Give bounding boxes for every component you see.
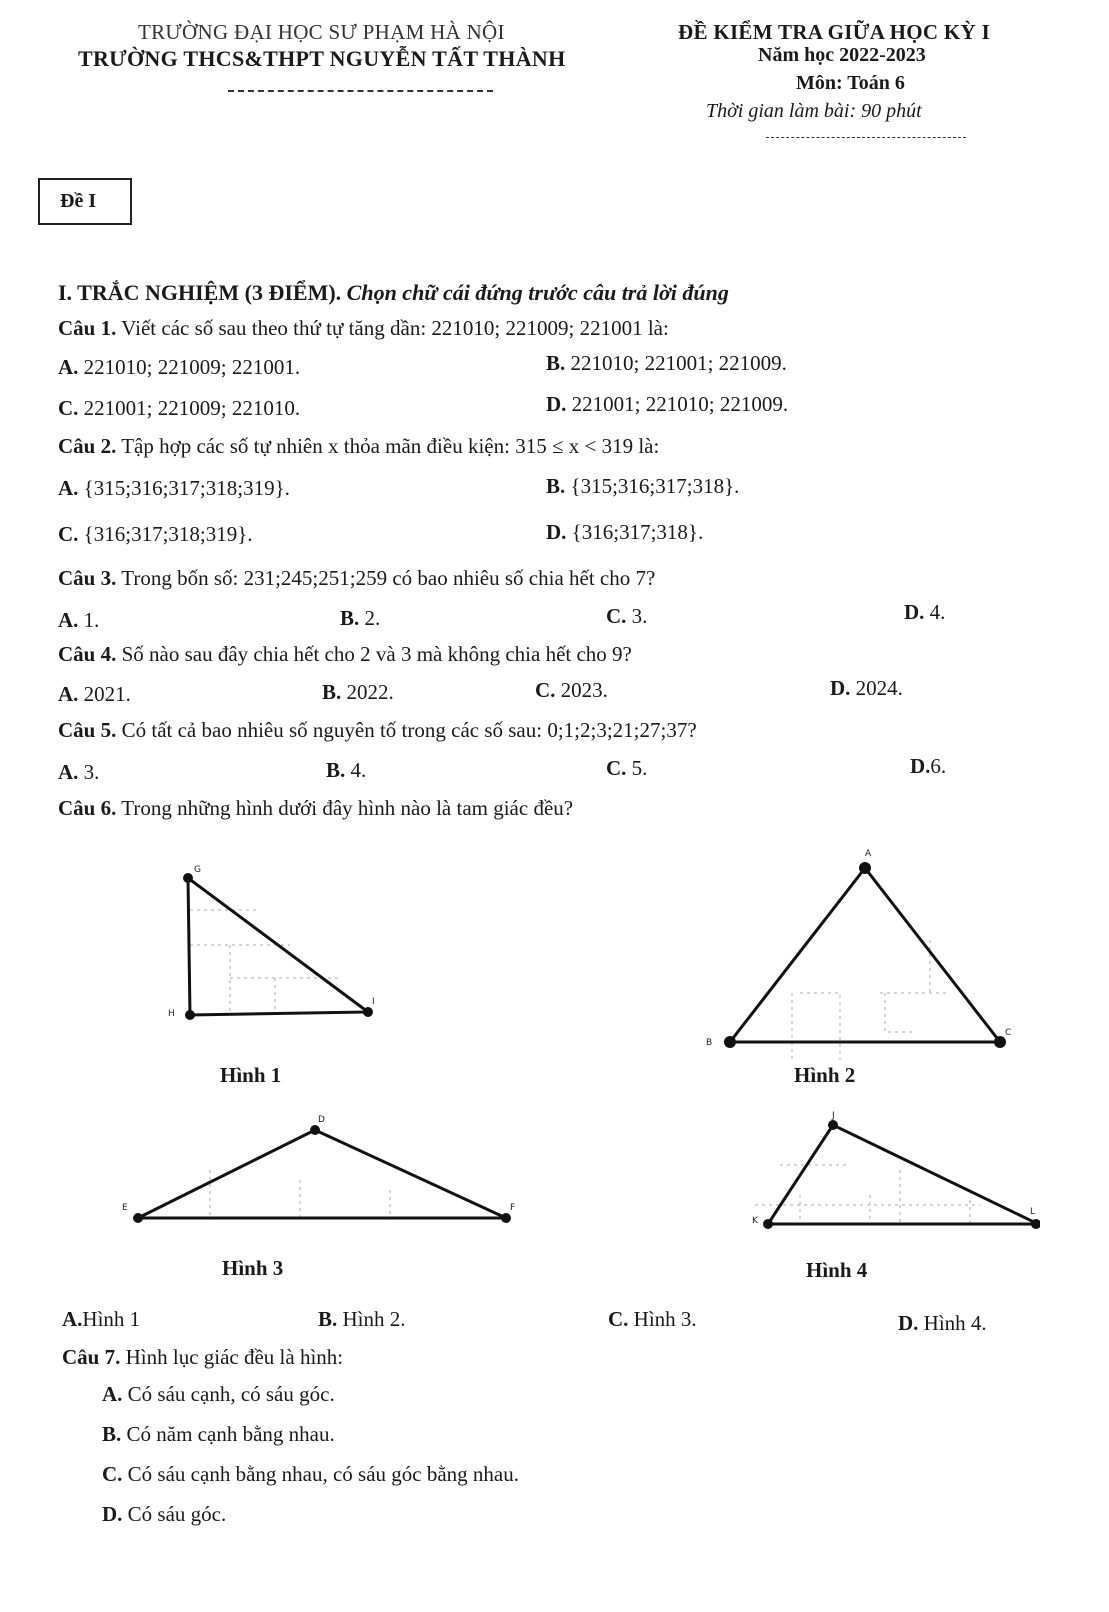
option-5a[interactable] <box>58 760 99 785</box>
option-letter: B. <box>546 474 566 498</box>
question-label: Câu 6. <box>58 796 117 820</box>
label-i: I <box>372 997 375 1007</box>
triangle-edges <box>730 868 1000 1042</box>
option-text: 2022. <box>346 680 394 704</box>
option-1d[interactable] <box>546 392 788 417</box>
option-text: {316;317;318;319}. <box>83 522 253 546</box>
option-letter: D. <box>546 520 567 544</box>
option-4c[interactable] <box>535 678 608 703</box>
option-letter: C. <box>102 1462 123 1486</box>
option-letter: B. <box>326 758 346 782</box>
option-6d[interactable] <box>898 1311 987 1336</box>
label-k: K <box>752 1216 758 1226</box>
vertex-a <box>859 862 871 874</box>
option-letter: D. <box>830 676 851 700</box>
option-letter: B. <box>546 351 566 375</box>
option-6c[interactable] <box>608 1307 697 1332</box>
option-3b[interactable] <box>340 606 380 631</box>
figure-4-triangle-jkl <box>720 1110 1040 1240</box>
option-1b[interactable] <box>546 351 787 376</box>
option-text: 1. <box>83 608 100 632</box>
option-2c[interactable] <box>58 522 253 547</box>
option-letter: C. <box>606 604 627 628</box>
option-2d[interactable] <box>546 520 703 545</box>
option-letter: C. <box>606 756 627 780</box>
vertex-k <box>763 1219 773 1229</box>
figure-2-triangle-abc <box>700 820 1040 1060</box>
question-label: Câu 2. <box>58 434 117 458</box>
option-6b[interactable] <box>318 1307 406 1332</box>
exam-title: ĐỀ KIỂM TRA GIỮA HỌC KỲ I <box>678 20 991 44</box>
option-text: Hình 3. <box>633 1307 697 1331</box>
option-letter: C. <box>535 678 556 702</box>
option-text: Có sáu cạnh, có sáu góc. <box>127 1382 335 1406</box>
vertex-b <box>724 1036 736 1048</box>
label-e: E <box>122 1203 128 1213</box>
subject: Môn: Toán 6 <box>796 72 905 94</box>
option-7b[interactable] <box>102 1422 335 1447</box>
header-divider-right <box>766 137 966 138</box>
option-text: 3. <box>631 604 648 628</box>
label-f: F <box>510 1203 516 1213</box>
option-text: 2023. <box>560 678 608 702</box>
triangle-edges <box>768 1125 1038 1224</box>
label-a: A <box>865 849 872 859</box>
option-letter: B. <box>340 606 360 630</box>
question-5 <box>58 718 697 743</box>
question-3 <box>58 566 655 591</box>
question-text: Trong bốn số: 231;245;251;259 có bao nhiêu số chia hết cho 7? <box>121 566 656 590</box>
option-letter: C. <box>58 522 79 546</box>
school-year: Năm học 2022-2023 <box>758 44 926 66</box>
school-name: TRƯỜNG THCS&THPT NGUYỄN TẤT THÀNH <box>78 46 566 71</box>
option-6a[interactable] <box>62 1307 140 1332</box>
vertex-d <box>310 1125 320 1135</box>
label-b: B <box>706 1038 713 1048</box>
question-4 <box>58 642 632 667</box>
option-text: 221010; 221001; 221009. <box>570 351 787 375</box>
option-letter: A. <box>58 608 79 632</box>
question-label: Câu 5. <box>58 718 117 742</box>
vertex-h <box>185 1010 195 1020</box>
option-7a[interactable] <box>102 1382 335 1407</box>
option-2b[interactable] <box>546 474 739 499</box>
option-letter: A. <box>62 1307 83 1331</box>
question-text: Hình lục giác đều là hình: <box>125 1345 344 1369</box>
question-7 <box>62 1345 343 1370</box>
section-title: I. TRẮC NGHIỆM (3 ĐIỂM). <box>58 280 342 305</box>
option-text: 221001; 221009; 221010. <box>83 396 301 420</box>
option-letter: D. <box>904 600 925 624</box>
vertex-j <box>828 1120 838 1130</box>
vertex-g <box>183 873 193 883</box>
question-label: Câu 1. <box>58 316 117 340</box>
question-text: Có tất cả bao nhiêu số nguyên tố trong các số sau: 0;1;2;3;21;27;37? <box>121 718 697 742</box>
label-j: J <box>832 1111 835 1121</box>
option-letter: B. <box>102 1422 122 1446</box>
option-letter: D. <box>546 392 567 416</box>
option-text: Có sáu góc. <box>127 1502 227 1526</box>
option-text: Hình 4. <box>923 1311 987 1335</box>
question-6 <box>58 796 573 821</box>
question-text: Trong những hình dưới đây hình nào là tam giác đều? <box>121 796 574 820</box>
label-d: D <box>318 1115 325 1125</box>
option-4a[interactable] <box>58 682 131 707</box>
option-5b[interactable] <box>326 758 366 783</box>
option-text: 3. <box>83 760 100 784</box>
question-text: Tập hợp các số tự nhiên x thỏa mãn điều kiện: 315 ≤ x < 319 là: <box>121 434 660 458</box>
option-letter: B. <box>318 1307 338 1331</box>
question-text: Số nào sau đây chia hết cho 2 và 3 mà không chia hết cho 9? <box>121 642 632 666</box>
option-letter: D. <box>910 754 931 778</box>
option-text: 2021. <box>83 682 131 706</box>
question-1 <box>58 316 669 341</box>
label-c: C <box>1005 1028 1012 1038</box>
label-h: H <box>168 1009 175 1019</box>
option-1c[interactable] <box>58 396 300 421</box>
figure-3-triangle-def <box>110 1110 530 1240</box>
duration: Thời gian làm bài: 90 phút <box>706 100 922 122</box>
figure-3-caption: Hình 3 <box>222 1256 284 1280</box>
option-letter: A. <box>58 355 79 379</box>
option-text: {315;316;317;318}. <box>570 474 740 498</box>
grid-lines <box>210 1170 390 1220</box>
option-text: 2. <box>364 606 381 630</box>
option-letter: B. <box>322 680 342 704</box>
option-5c[interactable] <box>606 756 647 781</box>
option-text: Hình 1 <box>82 1307 141 1331</box>
option-letter: D. <box>898 1311 919 1335</box>
option-text: 5. <box>631 756 648 780</box>
option-1a[interactable] <box>58 355 300 380</box>
question-label: Câu 7. <box>62 1345 121 1369</box>
option-text: 221010; 221009; 221001. <box>83 355 301 379</box>
question-label: Câu 3. <box>58 566 117 590</box>
vertex-f <box>501 1213 511 1223</box>
exam-code: Đề I <box>60 190 97 212</box>
option-3a[interactable] <box>58 608 99 633</box>
section-heading <box>58 280 729 306</box>
option-text: {315;316;317;318;319}. <box>83 476 290 500</box>
question-text: Viết các số sau theo thứ tự tăng dần: 221010; 221009; 221001 là: <box>121 316 669 340</box>
figure-4-caption: Hình 4 <box>806 1258 868 1282</box>
option-text: 4. <box>929 600 946 624</box>
option-text: Có năm cạnh bằng nhau. <box>126 1422 335 1446</box>
figure-1-caption: Hình 1 <box>220 1063 282 1087</box>
option-text: Có sáu cạnh bằng nhau, có sáu góc bằng nhau. <box>127 1462 519 1486</box>
grid-lines <box>190 910 340 1015</box>
label-g: G <box>194 865 201 875</box>
figure-1-triangle-ghi <box>150 850 410 1040</box>
option-letter: A. <box>102 1382 123 1406</box>
option-text: 6. <box>930 754 947 778</box>
figure-2-caption: Hình 2 <box>794 1063 856 1087</box>
option-text: 2024. <box>855 676 903 700</box>
option-letter: D. <box>102 1502 123 1526</box>
vertex-e <box>133 1213 143 1223</box>
option-2a[interactable] <box>58 476 290 501</box>
option-letter: C. <box>608 1307 629 1331</box>
option-letter: C. <box>58 396 79 420</box>
university-name: TRƯỜNG ĐẠI HỌC SƯ PHẠM HÀ NỘI <box>138 20 505 44</box>
option-7c[interactable] <box>102 1462 519 1487</box>
option-5d[interactable] <box>910 754 946 779</box>
label-l: L <box>1030 1207 1036 1217</box>
option-letter: A. <box>58 760 79 784</box>
option-letter: A. <box>58 682 79 706</box>
triangle-edges <box>138 1130 506 1218</box>
option-4d[interactable] <box>830 676 903 701</box>
header-divider-left <box>228 90 493 92</box>
exam-code-box <box>38 178 132 225</box>
option-letter: A. <box>58 476 79 500</box>
option-7d[interactable] <box>102 1502 226 1527</box>
option-text: {316;317;318}. <box>571 520 704 544</box>
option-4b[interactable] <box>322 680 394 705</box>
option-3d[interactable] <box>904 600 945 625</box>
question-2 <box>58 434 659 459</box>
option-text: 221001; 221010; 221009. <box>571 392 789 416</box>
triangle-edges <box>188 878 368 1015</box>
vertex-i <box>363 1007 373 1017</box>
option-text: 4. <box>350 758 367 782</box>
section-instruction: Chọn chữ cái đứng trước câu trả lời đúng <box>346 280 729 305</box>
option-3c[interactable] <box>606 604 647 629</box>
option-text: Hình 2. <box>342 1307 406 1331</box>
question-label: Câu 4. <box>58 642 117 666</box>
